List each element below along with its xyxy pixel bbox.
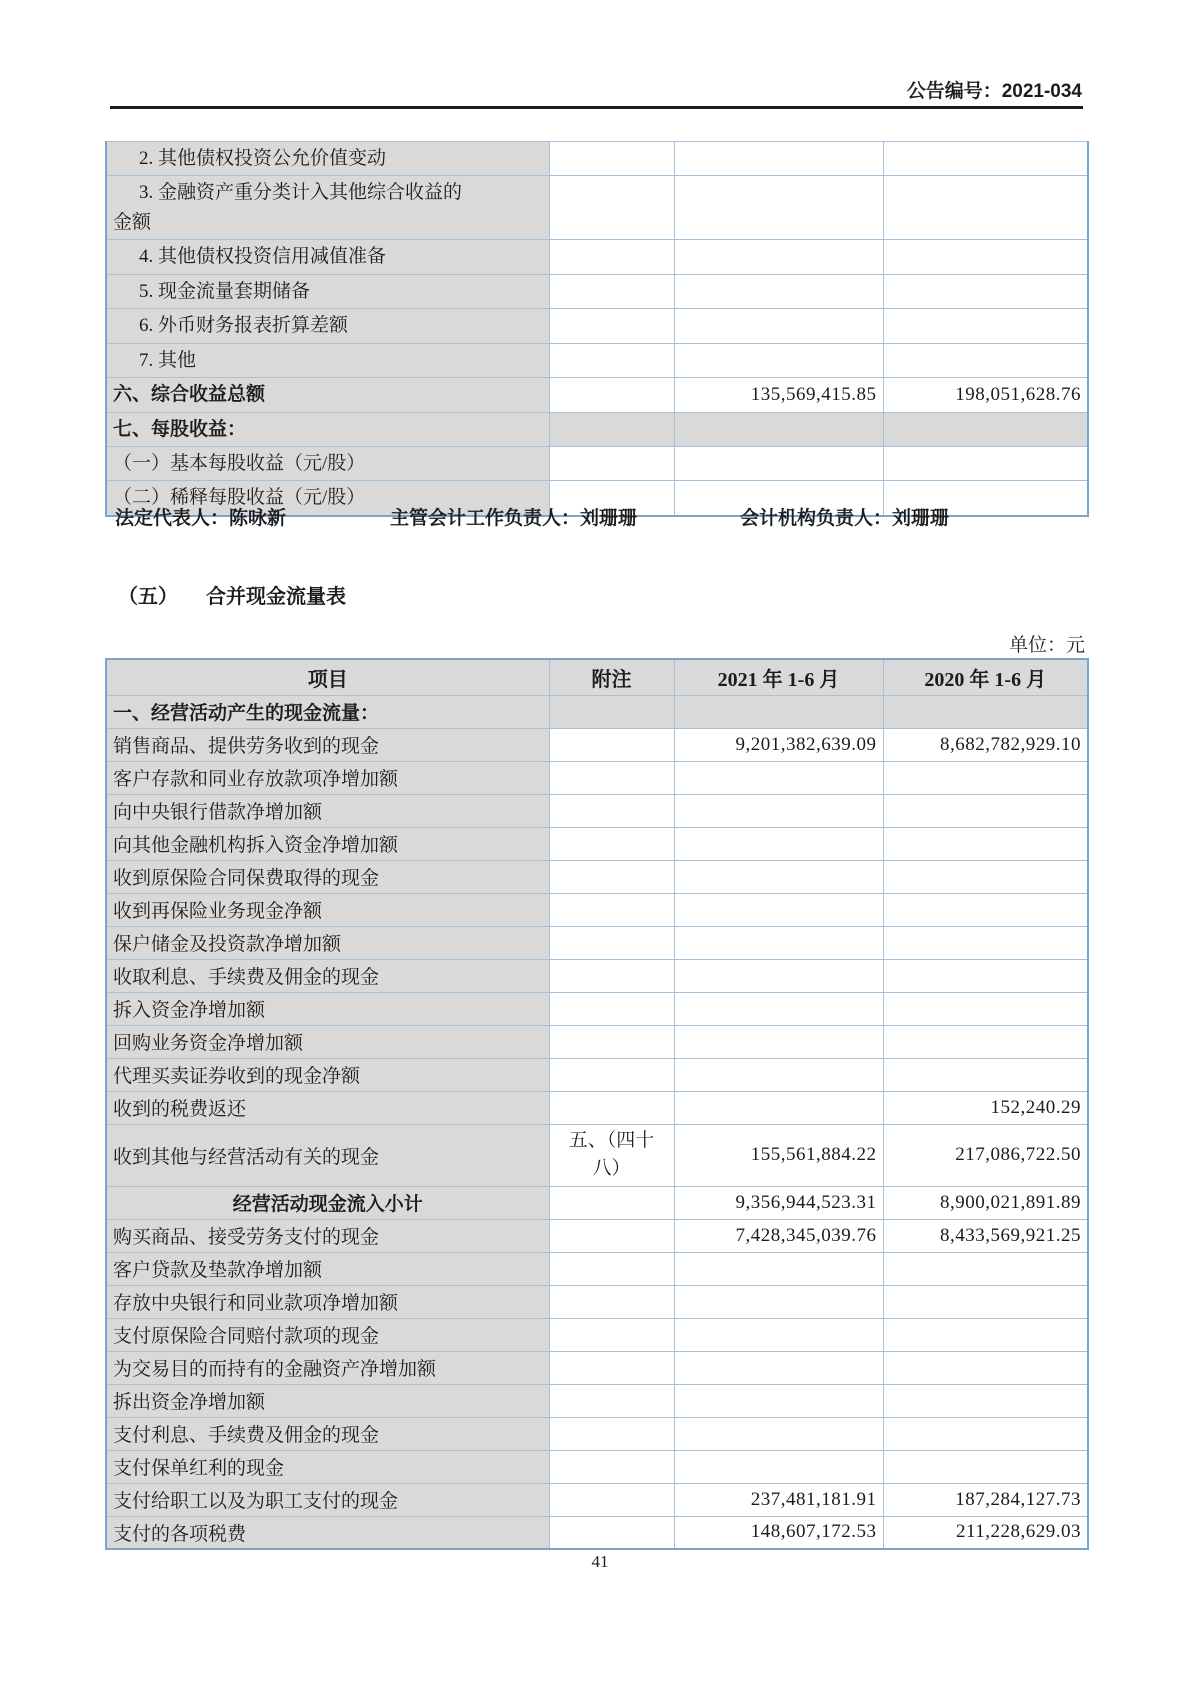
value-cell-2021 <box>674 343 883 377</box>
item-cell: 7. 其他 <box>106 343 549 377</box>
value-cell-2020: 8,900,021,891.89 <box>883 1186 1088 1219</box>
value-cell-2020 <box>883 309 1088 343</box>
item-cell: 支付给职工以及为职工支付的现金 <box>106 1483 549 1516</box>
value-cell-2021 <box>674 240 883 274</box>
table-row <box>106 309 1088 343</box>
note-cell <box>549 1091 674 1124</box>
item-cell: 支付利息、手续费及佣金的现金 <box>106 1417 549 1450</box>
item-cell: （二）稀释每股收益（元/股） <box>106 481 549 516</box>
value-cell-2020 <box>883 1417 1088 1450</box>
table-row <box>106 728 1088 761</box>
item-cell: 存放中央银行和同业款项净增加额 <box>106 1285 549 1318</box>
value-cell-2021 <box>674 309 883 343</box>
table-row <box>106 343 1088 377</box>
value-cell-2020: 198,051,628.76 <box>883 378 1088 412</box>
item-cell: 3. 金融资产重分类计入其他综合收益的金额 <box>106 176 549 240</box>
item-cell: 七、每股收益： <box>106 412 549 446</box>
note-cell <box>549 926 674 959</box>
table-row <box>106 1516 1088 1549</box>
item-cell: 保户储金及投资款净增加额 <box>106 926 549 959</box>
value-cell-2020: 187,284,127.73 <box>883 1483 1088 1516</box>
value-cell-2020 <box>883 695 1088 728</box>
table-row <box>106 860 1088 893</box>
value-cell-2021 <box>674 176 883 240</box>
item-cell: 收取利息、手续费及佣金的现金 <box>106 959 549 992</box>
table-row <box>106 1384 1088 1417</box>
value-cell-2020 <box>883 827 1088 860</box>
header-rule <box>110 106 1083 109</box>
note-cell <box>549 860 674 893</box>
value-cell-2020 <box>883 240 1088 274</box>
value-cell-2021 <box>674 274 883 308</box>
table-row <box>106 240 1088 274</box>
value-cell-2020: 152,240.29 <box>883 1091 1088 1124</box>
note-cell <box>549 1417 674 1450</box>
table-row <box>106 926 1088 959</box>
value-cell-2020 <box>883 860 1088 893</box>
table-row <box>106 1091 1088 1124</box>
table-row <box>106 761 1088 794</box>
table-row <box>106 1252 1088 1285</box>
item-cell: 客户存款和同业存放款项净增加额 <box>106 761 549 794</box>
item-cell: 6. 外币财务报表折算差额 <box>106 309 549 343</box>
value-cell-2020 <box>883 1252 1088 1285</box>
announcement-number: 公告编号：2021-034 <box>906 81 1082 102</box>
value-cell-2020 <box>883 1351 1088 1384</box>
signature-line <box>0 503 1200 529</box>
table-row <box>106 1219 1088 1252</box>
accounting-department-head: 会计机构负责人：刘珊珊 <box>740 508 950 529</box>
item-cell: 收到再保险业务现金净额 <box>106 893 549 926</box>
section-title: 合并现金流量表 <box>206 586 346 608</box>
value-cell-2020 <box>883 926 1088 959</box>
note-cell <box>549 1186 674 1219</box>
note-cell <box>549 761 674 794</box>
note-cell <box>549 959 674 992</box>
value-cell-2021 <box>674 1285 883 1318</box>
value-cell-2021 <box>674 1091 883 1124</box>
item-cell: 5. 现金流量套期储备 <box>106 274 549 308</box>
value-cell-2021 <box>674 992 883 1025</box>
note-cell <box>549 176 674 240</box>
value-cell-2020 <box>883 761 1088 794</box>
item-cell: （一）基本每股收益（元/股） <box>106 446 549 480</box>
table-row <box>106 274 1088 308</box>
value-cell-2021 <box>674 1318 883 1351</box>
table-row <box>106 992 1088 1025</box>
legal-representative: 法定代表人：陈咏新 <box>115 508 287 529</box>
table-row <box>106 1450 1088 1483</box>
table-row <box>106 695 1088 728</box>
value-cell-2021 <box>674 794 883 827</box>
item-cell: 拆入资金净增加额 <box>106 992 549 1025</box>
value-cell-2021 <box>674 446 883 480</box>
value-cell-2021 <box>674 1351 883 1384</box>
item-cell: 支付的各项税费 <box>106 1516 549 1549</box>
note-cell <box>549 343 674 377</box>
section-number: （五） <box>118 586 178 608</box>
note-cell <box>549 378 674 412</box>
note-cell <box>549 1516 674 1549</box>
note-cell <box>549 1252 674 1285</box>
table-row <box>106 1124 1088 1186</box>
value-cell-2020 <box>883 794 1088 827</box>
cash-flow-table-body <box>106 695 1088 1549</box>
note-cell <box>549 1219 674 1252</box>
item-cell: 一、经营活动产生的现金流量： <box>106 695 549 728</box>
value-cell-2020: 8,682,782,929.10 <box>883 728 1088 761</box>
note-cell <box>549 1285 674 1318</box>
item-cell: 回购业务资金净增加额 <box>106 1025 549 1058</box>
page-number: 41 <box>591 1552 609 1571</box>
table-row <box>106 1186 1088 1219</box>
value-cell-2020 <box>883 343 1088 377</box>
note-cell <box>549 1351 674 1384</box>
value-cell-2020 <box>883 1384 1088 1417</box>
income-table-body <box>106 142 1088 516</box>
value-cell-2021: 237,481,181.91 <box>674 1483 883 1516</box>
value-cell-2021: 7,428,345,039.76 <box>674 1219 883 1252</box>
value-cell-2020: 217,086,722.50 <box>883 1124 1088 1186</box>
item-cell: 收到的税费返还 <box>106 1091 549 1124</box>
value-cell-2021: 148,607,172.53 <box>674 1516 883 1549</box>
item-cell: 客户贷款及垫款净增加额 <box>106 1252 549 1285</box>
item-cell: 拆出资金净增加额 <box>106 1384 549 1417</box>
column-header-2021: 2021 年 1-6 月 <box>674 659 883 695</box>
column-header-2020: 2020 年 1-6 月 <box>883 659 1088 695</box>
table-row <box>106 446 1088 480</box>
table-row <box>106 794 1088 827</box>
value-cell-2021 <box>674 827 883 860</box>
value-cell-2021 <box>674 893 883 926</box>
cash-flow-table-header <box>106 659 1088 695</box>
value-cell-2021 <box>674 695 883 728</box>
item-cell: 2. 其他债权投资公允价值变动 <box>106 142 549 176</box>
table-row <box>106 1058 1088 1091</box>
note-cell <box>549 893 674 926</box>
table-row <box>106 1351 1088 1384</box>
note-cell <box>549 695 674 728</box>
item-cell: 为交易目的而持有的金融资产净增加额 <box>106 1351 549 1384</box>
note-cell <box>549 728 674 761</box>
value-cell-2021 <box>674 1417 883 1450</box>
value-cell-2021: 135,569,415.85 <box>674 378 883 412</box>
header-row <box>106 659 1088 695</box>
table-row <box>106 378 1088 412</box>
value-cell-2021 <box>674 959 883 992</box>
item-cell: 支付保单红利的现金 <box>106 1450 549 1483</box>
note-cell <box>549 827 674 860</box>
note-cell <box>549 309 674 343</box>
value-cell-2020: 211,228,629.03 <box>883 1516 1088 1549</box>
table-row <box>106 893 1088 926</box>
value-cell-2020 <box>883 274 1088 308</box>
note-cell <box>549 1058 674 1091</box>
value-cell-2021 <box>674 1384 883 1417</box>
note-cell <box>549 1318 674 1351</box>
note-cell <box>549 240 674 274</box>
table-row <box>106 142 1088 176</box>
chief-accounting-officer: 主管会计工作负责人：刘珊珊 <box>390 508 638 529</box>
value-cell-2021 <box>674 1252 883 1285</box>
value-cell-2020 <box>883 1318 1088 1351</box>
note-cell <box>549 446 674 480</box>
value-cell-2021 <box>674 1058 883 1091</box>
note-cell <box>549 992 674 1025</box>
value-cell-2021 <box>674 1450 883 1483</box>
table-row <box>106 412 1088 446</box>
table-row <box>106 827 1088 860</box>
note-cell <box>549 1384 674 1417</box>
value-cell-2020 <box>883 142 1088 176</box>
table-row <box>106 176 1088 240</box>
table-row <box>106 1318 1088 1351</box>
note-cell <box>549 1483 674 1516</box>
value-cell-2020 <box>883 1025 1088 1058</box>
value-cell-2021: 9,356,944,523.31 <box>674 1186 883 1219</box>
note-cell <box>549 794 674 827</box>
section-heading <box>118 580 346 609</box>
value-cell-2020 <box>883 412 1088 446</box>
value-cell-2020 <box>883 1285 1088 1318</box>
item-cell: 向中央银行借款净增加额 <box>106 794 549 827</box>
value-cell-2021 <box>674 412 883 446</box>
note-cell <box>549 1450 674 1483</box>
value-cell-2020: 8,433,569,921.25 <box>883 1219 1088 1252</box>
income-statement-table-continued <box>105 141 1089 517</box>
item-cell: 销售商品、提供劳务收到的现金 <box>106 728 549 761</box>
cash-flow-table <box>105 658 1089 1550</box>
value-cell-2021: 155,561,884.22 <box>674 1124 883 1186</box>
item-cell: 向其他金融机构拆入资金净增加额 <box>106 827 549 860</box>
table-row <box>106 1483 1088 1516</box>
value-cell-2020 <box>883 446 1088 480</box>
column-header-item: 项目 <box>106 659 549 695</box>
note-cell <box>549 274 674 308</box>
value-cell-2020 <box>883 1450 1088 1483</box>
table-row <box>106 1417 1088 1450</box>
value-cell-2021 <box>674 142 883 176</box>
value-cell-2021 <box>674 860 883 893</box>
item-cell: 4. 其他债权投资信用减值准备 <box>106 240 549 274</box>
note-cell <box>549 142 674 176</box>
value-cell-2021 <box>674 926 883 959</box>
value-cell-2021: 9,201,382,639.09 <box>674 728 883 761</box>
item-cell: 收到原保险合同保费取得的现金 <box>106 860 549 893</box>
value-cell-2021 <box>674 1025 883 1058</box>
note-cell: 五、（四十八） <box>549 1124 674 1186</box>
item-cell: 代理买卖证券收到的现金净额 <box>106 1058 549 1091</box>
table-row <box>106 1285 1088 1318</box>
item-cell: 购买商品、接受劳务支付的现金 <box>106 1219 549 1252</box>
note-cell <box>549 412 674 446</box>
item-cell: 支付原保险合同赔付款项的现金 <box>106 1318 549 1351</box>
table-row <box>106 1025 1088 1058</box>
value-cell-2020 <box>883 893 1088 926</box>
item-cell: 六、综合收益总额 <box>106 378 549 412</box>
item-cell: 收到其他与经营活动有关的现金 <box>106 1124 549 1186</box>
column-header-note: 附注 <box>549 659 674 695</box>
item-cell: 经营活动现金流入小计 <box>106 1186 549 1219</box>
value-cell-2021 <box>674 761 883 794</box>
note-cell <box>549 1025 674 1058</box>
unit-label: 单位：元 <box>1008 635 1085 656</box>
value-cell-2020 <box>883 959 1088 992</box>
value-cell-2020 <box>883 992 1088 1025</box>
value-cell-2020 <box>883 176 1088 240</box>
table-row <box>106 959 1088 992</box>
value-cell-2020 <box>883 1058 1088 1091</box>
